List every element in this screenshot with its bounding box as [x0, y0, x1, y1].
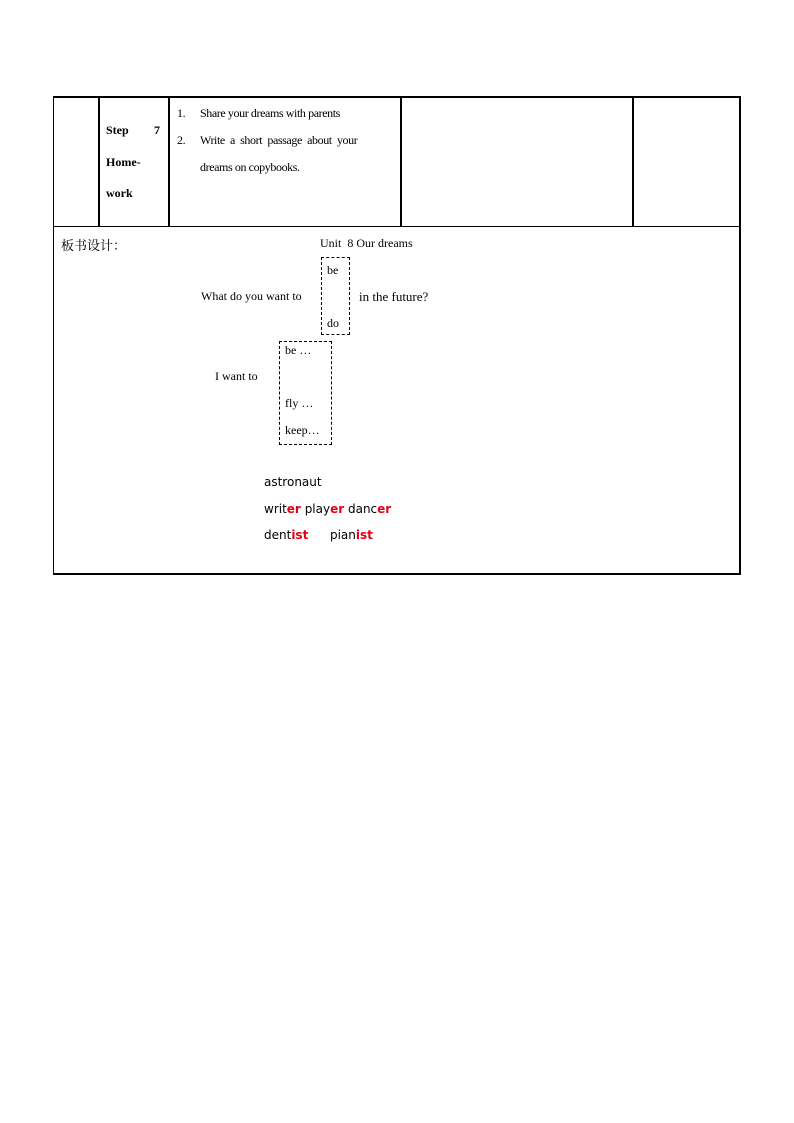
vocab-stem: writ: [264, 502, 287, 516]
list-item-continuation: dreams on copybooks.: [200, 160, 300, 174]
table-left-border: [53, 96, 54, 574]
step-name-part2: work: [106, 186, 133, 200]
row-divider: [53, 226, 741, 227]
vocab-suffix: er: [330, 502, 345, 516]
vocab-line-ist: [264, 528, 373, 542]
question-suffix: in the future?: [359, 289, 429, 304]
table-right-border: [739, 96, 741, 574]
board-design-label: 板书设计：: [61, 239, 127, 254]
vocab-stem: dent: [264, 528, 292, 542]
col-divider-4: [632, 96, 634, 227]
vocab-suffix: er: [286, 502, 301, 516]
vocab-word: astronaut: [264, 475, 322, 489]
vocab-line-er: [264, 502, 391, 516]
step-label: Step: [106, 123, 129, 137]
answer-prefix: I want to: [215, 369, 258, 383]
question-prefix: What do you want to: [201, 289, 302, 303]
answer-option: keep…: [285, 423, 320, 437]
col-divider-2: [168, 96, 170, 227]
question-option: do: [327, 316, 339, 330]
vocab-suffix: er: [377, 502, 392, 516]
board-title: Unit 8 Our dreams: [320, 236, 413, 250]
list-item: Share your dreams with parents: [200, 106, 340, 120]
list-item: Write a short passage about your: [200, 133, 358, 147]
answer-option: fly …: [285, 396, 314, 410]
step-number: 7: [154, 123, 160, 137]
col-divider-1: [98, 96, 100, 227]
table-bottom-border: [53, 573, 741, 575]
table-top-border: [53, 96, 741, 98]
answer-option: be …: [285, 343, 312, 357]
vocab-suffix: ist: [355, 528, 373, 542]
vocab-stem: pian: [329, 528, 356, 542]
col-divider-3: [400, 96, 402, 227]
vocab-stem: danc: [347, 502, 378, 516]
step-name-part1: Home-: [106, 155, 141, 169]
vocab-stem: play: [304, 502, 331, 516]
vocab-suffix: ist: [291, 528, 309, 542]
question-option: be: [327, 263, 339, 277]
list-item-number: 2.: [177, 133, 186, 147]
list-item-number: 1.: [177, 106, 186, 120]
